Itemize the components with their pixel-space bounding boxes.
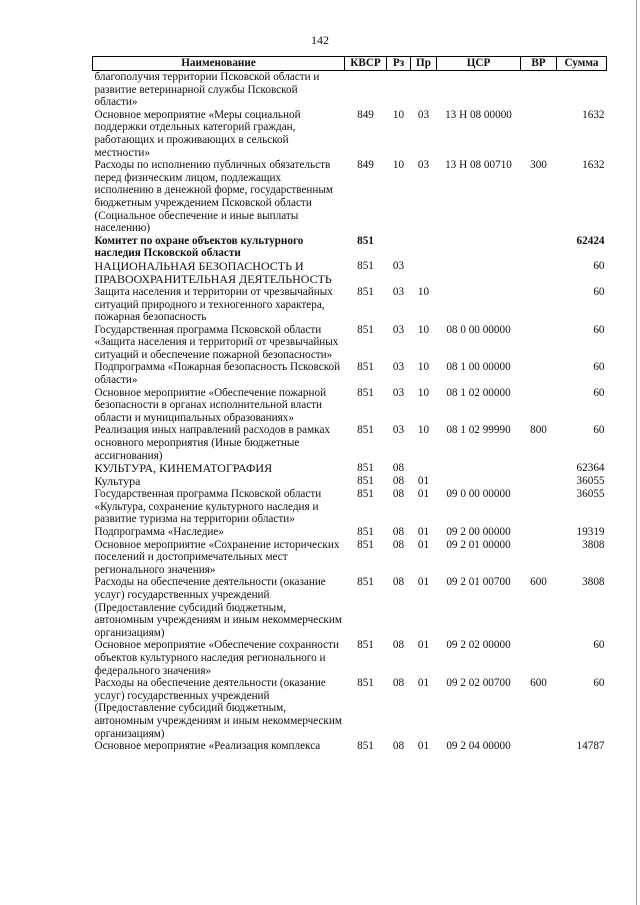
row-vr: [521, 740, 557, 753]
row-vr: [521, 387, 557, 425]
row-pr: 01: [417, 576, 430, 589]
row-kvsr: 851: [357, 285, 374, 298]
row-vr: [521, 639, 557, 677]
row-rz: 03: [392, 323, 405, 336]
row-sum: 1632: [582, 159, 605, 172]
row-sum: 36055: [576, 475, 605, 488]
row-vr: [521, 286, 557, 324]
row-pr: 10: [417, 285, 430, 298]
page-edge-line: [636, 0, 637, 905]
row-name: Реализация иных направлений расходов в рамках основного мероприятия (Иные бюджетные ассигнования): [94, 424, 331, 462]
row-rz: [387, 71, 411, 109]
table-row: [93, 235, 607, 260]
row-vr: [521, 526, 557, 539]
row-csr: 09 0 00 00000: [446, 488, 511, 501]
table-row: [93, 740, 607, 753]
row-vr: [521, 488, 557, 526]
row-pr: [411, 71, 437, 109]
row-pr: 10: [417, 386, 430, 399]
table-row: [93, 324, 607, 362]
header-csr: ЦСР: [437, 57, 521, 71]
row-rz: 08: [392, 475, 405, 488]
row-sum: 19319: [576, 526, 605, 538]
row-kvsr: 849: [357, 108, 374, 121]
row-name: Подпрограмма «Пожарная безопасность Псковской области»: [94, 361, 341, 387]
row-csr: 13 Н 08 00000: [445, 108, 512, 121]
header-name: Наименование: [93, 57, 345, 71]
row-kvsr: 851: [357, 234, 374, 247]
table-header: [93, 57, 607, 71]
header-rz: Рз: [387, 57, 411, 71]
row-vr: [521, 260, 557, 286]
table-row: [93, 539, 607, 577]
row-sum: 60: [593, 677, 605, 690]
row-csr: 09 2 00 00000: [446, 526, 511, 538]
row-pr: [411, 462, 437, 475]
row-rz: 03: [392, 285, 405, 298]
row-pr: 10: [417, 323, 430, 336]
row-rz: [387, 235, 411, 260]
row-sum: 60: [593, 424, 605, 437]
row-rz: 08: [392, 538, 405, 551]
row-csr: 08 1 02 99990: [446, 424, 511, 437]
row-sum: 62364: [576, 462, 605, 475]
row-name: Основное мероприятие «Сохранение исторических поселений и достопримечательных мест регионального значения»: [94, 538, 340, 576]
table-row: [93, 639, 607, 677]
row-name: благополучия территории Псковской области и развитие ветеринарной службы Псковской области»: [94, 71, 320, 109]
row-csr: 08 0 00 00000: [446, 323, 511, 336]
row-name: Защита населения и территории от чрезвычайных ситуаций природного и техногенного характера, пожарная безопасность: [94, 285, 333, 324]
row-name: Основное мероприятие «Обеспечение сохранности объектов культурного наследия регионального и федерального значения»: [94, 639, 340, 677]
row-csr: [437, 286, 521, 324]
row-rz: 08: [392, 639, 405, 652]
row-kvsr: 851: [357, 488, 374, 501]
row-csr: 08 1 00 00000: [446, 361, 511, 374]
row-name: Расходы на обеспечение деятельности (оказание услуг) государственных учреждений (Предоставление субсидий бюджетным, автономным учреждениям и иным некоммерческим организациям): [94, 576, 342, 639]
row-vr: 600: [530, 677, 547, 690]
row-sum: 36055: [576, 488, 605, 501]
row-sum: 60: [593, 323, 605, 336]
row-pr: 01: [417, 475, 430, 488]
row-rz: 03: [392, 424, 405, 437]
row-sum: 14787: [576, 740, 605, 753]
header-kvsr: КВСР: [345, 57, 387, 71]
row-csr: [437, 475, 521, 488]
row-rz: 08: [392, 740, 405, 753]
row-name: Расходы на обеспечение деятельности (оказание услуг) государственных учреждений (Предоставление субсидий бюджетным, автономным учреждениям и иным некоммерческим организациям): [94, 677, 342, 740]
row-rz: 08: [392, 526, 405, 538]
row-name: Расходы по исполнению публичных обязательств перед физическим лицом, подлежащих исполнению в денежной форме, государственным бюджетным учреждением Псковской области (Социальное обеспечение и иные выплаты населению): [94, 159, 333, 235]
row-sum: 3808: [582, 576, 605, 589]
row-vr: [521, 235, 557, 260]
row-name: Культура: [94, 474, 141, 489]
row-sum: 60: [593, 386, 605, 399]
row-sum: 3808: [582, 538, 605, 551]
page-number: 142: [311, 33, 329, 47]
row-sum: 1632: [582, 108, 605, 121]
row-pr: 01: [417, 538, 430, 551]
row-kvsr: 851: [357, 386, 374, 399]
table-row: [93, 488, 607, 526]
row-vr: [521, 475, 557, 488]
row-kvsr: 851: [357, 639, 374, 652]
table-row: [93, 576, 607, 639]
row-vr: 800: [530, 424, 547, 437]
row-name: Подпрограмма «Наследие»: [94, 526, 224, 538]
table-row: [93, 159, 607, 235]
row-rz: 10: [392, 159, 405, 172]
row-kvsr: 851: [357, 323, 374, 336]
table-row: [93, 286, 607, 324]
row-sum: 60: [593, 361, 605, 374]
row-csr: 13 Н 08 00710: [445, 159, 512, 172]
row-pr: 01: [417, 677, 430, 690]
row-vr: [521, 324, 557, 362]
row-sum: [557, 71, 607, 109]
row-pr: 01: [417, 488, 430, 501]
row-sum: 60: [593, 639, 605, 652]
row-name: Государственная программа Псковской области «Культура, сохранение культурного наследия и развитие туризма на территории области»: [94, 488, 322, 526]
row-sum: 60: [593, 285, 605, 298]
table-row: [93, 462, 607, 475]
row-sum: 62424: [576, 234, 605, 247]
row-kvsr: [345, 71, 387, 109]
row-name: Основное мероприятие «Меры социальной поддержки отдельных категорий граждан, работающих и проживающих в сельской местности»: [94, 108, 301, 159]
table-row: [93, 387, 607, 425]
row-vr: [521, 361, 557, 386]
row-kvsr: 851: [357, 361, 374, 374]
row-csr: 09 2 02 00700: [446, 677, 511, 690]
row-csr: 09 2 01 00000: [446, 538, 511, 551]
row-rz: 03: [392, 259, 405, 272]
row-vr: [521, 539, 557, 577]
row-rz: 08: [392, 677, 405, 690]
table-row: [93, 526, 607, 539]
row-name: КУЛЬТУРА, КИНЕМАТОГРАФИЯ: [94, 461, 273, 476]
table-row: [93, 361, 607, 386]
row-name: НАЦИОНАЛЬНАЯ БЕЗОПАСНОСТЬ И ПРАВООХРАНИТЕЛЬНАЯ ДЕЯТЕЛЬНОСТЬ: [94, 258, 332, 286]
row-rz: 08: [392, 576, 405, 589]
table-row: [93, 260, 607, 286]
row-kvsr: 849: [357, 159, 374, 172]
row-csr: [437, 235, 521, 260]
row-vr: [521, 109, 557, 159]
table-row: [93, 475, 607, 488]
row-kvsr: 851: [357, 526, 374, 538]
row-pr: 10: [417, 361, 430, 374]
row-csr: 09 2 01 00700: [446, 576, 511, 589]
row-pr: 03: [417, 108, 430, 121]
row-pr: 03: [417, 159, 430, 172]
row-csr: [437, 260, 521, 286]
table-row: [93, 677, 607, 740]
row-kvsr: 851: [357, 424, 374, 437]
row-vr: [521, 462, 557, 475]
header-vr: ВР: [521, 57, 557, 71]
table-body: [93, 71, 607, 753]
row-vr: [521, 71, 557, 109]
header-sum: Сумма: [557, 57, 607, 71]
row-csr: 09 2 04 00000: [446, 740, 511, 753]
row-name: Основное мероприятие «Реализация комплекса: [94, 740, 321, 753]
row-vr: 600: [530, 576, 547, 589]
row-kvsr: 851: [357, 740, 374, 753]
row-pr: 10: [417, 424, 430, 437]
row-rz: 03: [392, 386, 405, 399]
row-kvsr: 851: [357, 576, 374, 589]
row-csr: [437, 71, 521, 109]
table-row: [93, 71, 607, 109]
row-name: Государственная программа Псковской области «Защита населения и территорий от чрезвычайных ситуаций и обеспечение пожарной безопасности»: [94, 323, 339, 361]
row-sum: 60: [593, 259, 605, 272]
row-rz: 08: [392, 462, 405, 475]
row-kvsr: 851: [357, 538, 374, 551]
row-name: Основное мероприятие «Обеспечение пожарной безопасности в органах исполнительной власти области и муниципальных образованиях»: [94, 386, 327, 424]
row-pr: 01: [417, 740, 430, 753]
row-pr: [411, 235, 437, 260]
row-pr: [411, 260, 437, 286]
row-kvsr: 851: [357, 677, 374, 690]
row-name: Комитет по охране объектов культурного наследия Псковской области: [94, 234, 304, 260]
row-kvsr: 851: [357, 475, 374, 488]
row-csr: 08 1 02 00000: [446, 386, 511, 399]
row-kvsr: 851: [357, 462, 374, 475]
row-rz: 10: [392, 108, 405, 121]
header-pr: Пр: [411, 57, 437, 71]
table-row: [93, 109, 607, 159]
table-row: [93, 424, 607, 462]
row-rz: 08: [392, 488, 405, 501]
row-csr: [437, 462, 521, 475]
row-kvsr: 851: [357, 259, 374, 272]
row-csr: 09 2 02 00000: [446, 639, 511, 652]
budget-table: [92, 56, 607, 753]
row-rz: 03: [392, 361, 405, 374]
row-pr: 01: [417, 639, 430, 652]
row-vr: 300: [530, 159, 547, 172]
row-pr: 01: [417, 526, 430, 538]
